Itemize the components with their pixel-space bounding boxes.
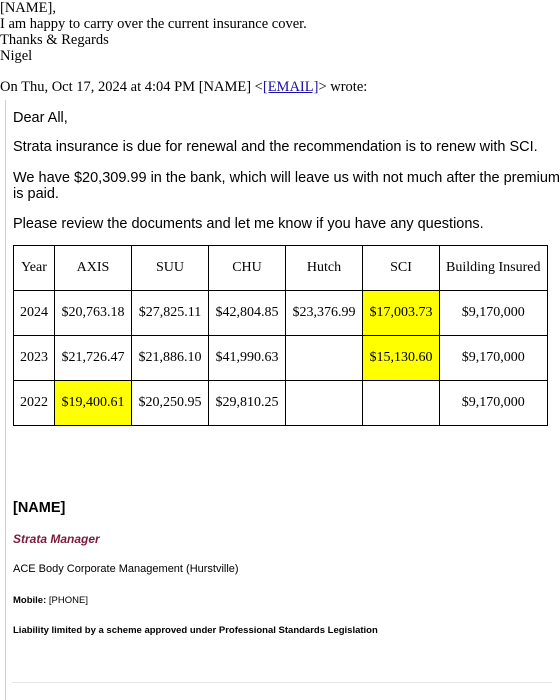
- sender-email-link[interactable]: [EMAIL]: [262, 79, 319, 95]
- mobile-value: [PHONE]: [48, 595, 88, 606]
- table-cell: $21,726.47: [55, 336, 132, 381]
- reply-line: Nigel: [0, 48, 33, 64]
- table-cell: $9,170,000: [440, 336, 548, 381]
- header-cell: Hutch: [286, 246, 363, 291]
- reply-text: [0, 0, 307, 64]
- paragraph-bank-balance: We have $20,309.99 in the bank, which will leave us with not much after the premium is paid.: [13, 170, 560, 202]
- table-cell: $20,763.18: [55, 291, 132, 336]
- attribution-prefix: On Thu, Oct 17, 2024 at 4:04 PM [NAME] <: [0, 79, 263, 95]
- table-header-row: [14, 246, 548, 291]
- table-cell: $9,170,000: [440, 291, 548, 336]
- header-cell: Year: [14, 246, 55, 291]
- header-cell: Building Insured: [440, 246, 548, 291]
- table-cell: 2023: [14, 336, 55, 381]
- table-cell: [363, 381, 440, 426]
- signature-mobile: [13, 595, 88, 606]
- table-cell: [286, 336, 363, 381]
- signature-company: ACE Body Corporate Management (Hurstville): [13, 563, 239, 575]
- quote-attribution: [0, 79, 367, 96]
- table-cell-highlighted: $15,130.60: [363, 336, 440, 381]
- table-cell: 2024: [14, 291, 55, 336]
- paragraph-review: Please review the documents and let me know if you have any questions.: [13, 216, 484, 232]
- header-cell: CHU: [209, 246, 286, 291]
- table-cell: $9,170,000: [440, 381, 548, 426]
- table-cell: $27,825.11: [132, 291, 209, 336]
- attribution-suffix: > wrote:: [318, 79, 368, 95]
- table-cell: $23,376.99: [286, 291, 363, 336]
- signature-liability: Liability limited by a scheme approved under Professional Standards Legislation: [13, 625, 378, 636]
- table-row: [14, 381, 548, 426]
- table-cell: [286, 381, 363, 426]
- table-cell: $20,250.95: [132, 381, 209, 426]
- table-cell: $21,886.10: [132, 336, 209, 381]
- paragraph-recommendation: Strata insurance is due for renewal and the recommendation is to renew with SCI.: [13, 139, 538, 155]
- insurance-quotes-table: [13, 245, 548, 426]
- header-cell: SUU: [132, 246, 209, 291]
- signature-title: Strata Manager: [13, 532, 100, 546]
- divider: [12, 682, 552, 683]
- table-cell: $29,810.25: [209, 381, 286, 426]
- signature-name: [NAME]: [13, 500, 66, 516]
- header-cell: SCI: [363, 246, 440, 291]
- table-cell: 2022: [14, 381, 55, 426]
- table-cell: $42,804.85: [209, 291, 286, 336]
- table-row: [14, 336, 548, 381]
- reply-line: I am happy to carry over the current insurance cover.: [0, 16, 307, 32]
- table-cell-highlighted: $19,400.61: [55, 381, 132, 426]
- reply-line: Thanks & Regards: [0, 32, 109, 48]
- header-cell: AXIS: [55, 246, 132, 291]
- mobile-label: Mobile:: [13, 595, 47, 606]
- table-cell: $41,990.63: [209, 336, 286, 381]
- reply-line: [NAME],: [0, 0, 56, 16]
- greeting: Dear All,: [13, 110, 68, 126]
- quoted-message: [5, 100, 560, 700]
- table-row: [14, 291, 548, 336]
- table-cell-highlighted: $17,003.73: [363, 291, 440, 336]
